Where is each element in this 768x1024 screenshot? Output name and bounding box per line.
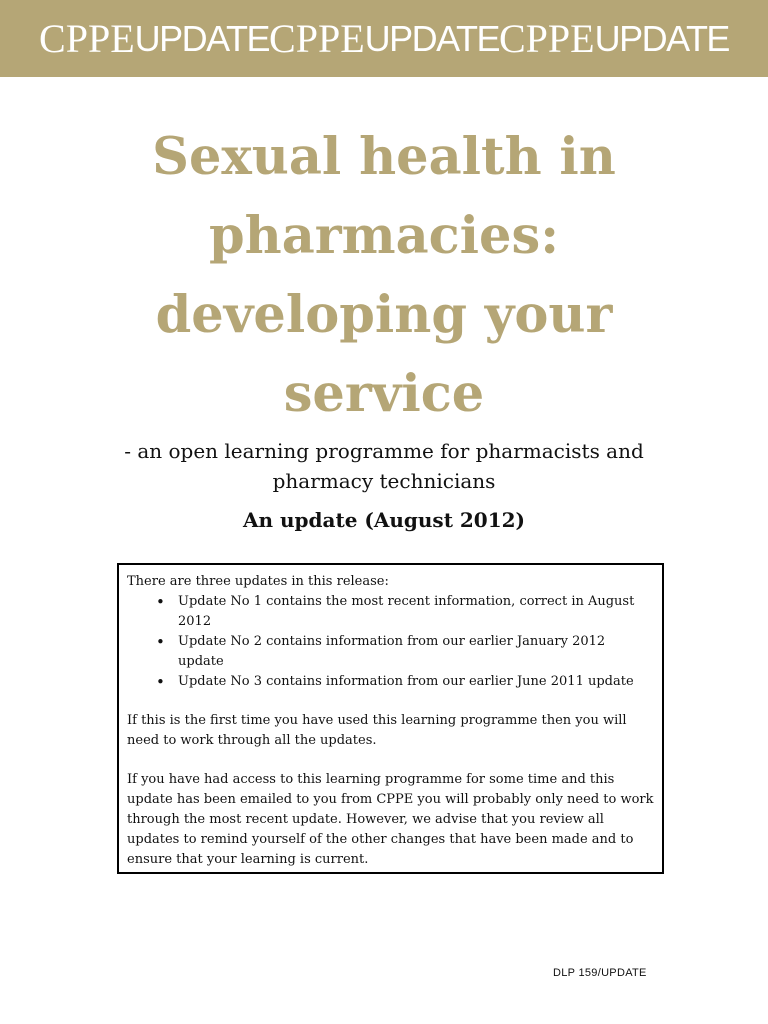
banner-update-text: UPDATE xyxy=(134,17,270,59)
update-list-item: • Update No 1 contains the most recent information, correct in August 2012 xyxy=(127,592,654,632)
banner-cppe-text: CPPE xyxy=(39,15,135,61)
document-subtitle: - an open learning programme for pharmacists and pharmacy technicians xyxy=(124,439,644,493)
update-notice-box xyxy=(117,563,664,874)
document-code: DLP 159/UPDATE xyxy=(553,967,647,979)
update-list-item: • Update No 2 contains information from our earlier January 2012 update xyxy=(127,632,654,672)
update-list xyxy=(127,592,654,692)
banner-update-text: UPDATE xyxy=(364,17,499,59)
banner-cppe-text: CPPE xyxy=(269,15,365,61)
document-title: Sexual health in pharmacies: developing your service xyxy=(152,127,616,424)
banner-update-text: UPDATE xyxy=(594,17,729,59)
update-list-item: • Update No 3 contains information from our earlier June 2011 update xyxy=(127,672,654,692)
notice-paragraph-existing-users: If you have had access to this learning programme for some time and this update has been emailed to you from CPPE you will probably only need to work through the most recent update. However, we advise that you review all updates to remind yourself of the other changes that have been made and to ensure that your learning is current. xyxy=(127,772,654,867)
notice-paragraph-first-time: If this is the first time you have used this learning programme then you will need to work through all the updates. xyxy=(127,713,627,748)
notice-intro: There are three updates in this release: xyxy=(127,574,389,589)
header-banner xyxy=(0,0,768,77)
update-date-heading: An update (August 2012) xyxy=(242,508,526,532)
banner-cppe-text: CPPE xyxy=(498,15,595,61)
